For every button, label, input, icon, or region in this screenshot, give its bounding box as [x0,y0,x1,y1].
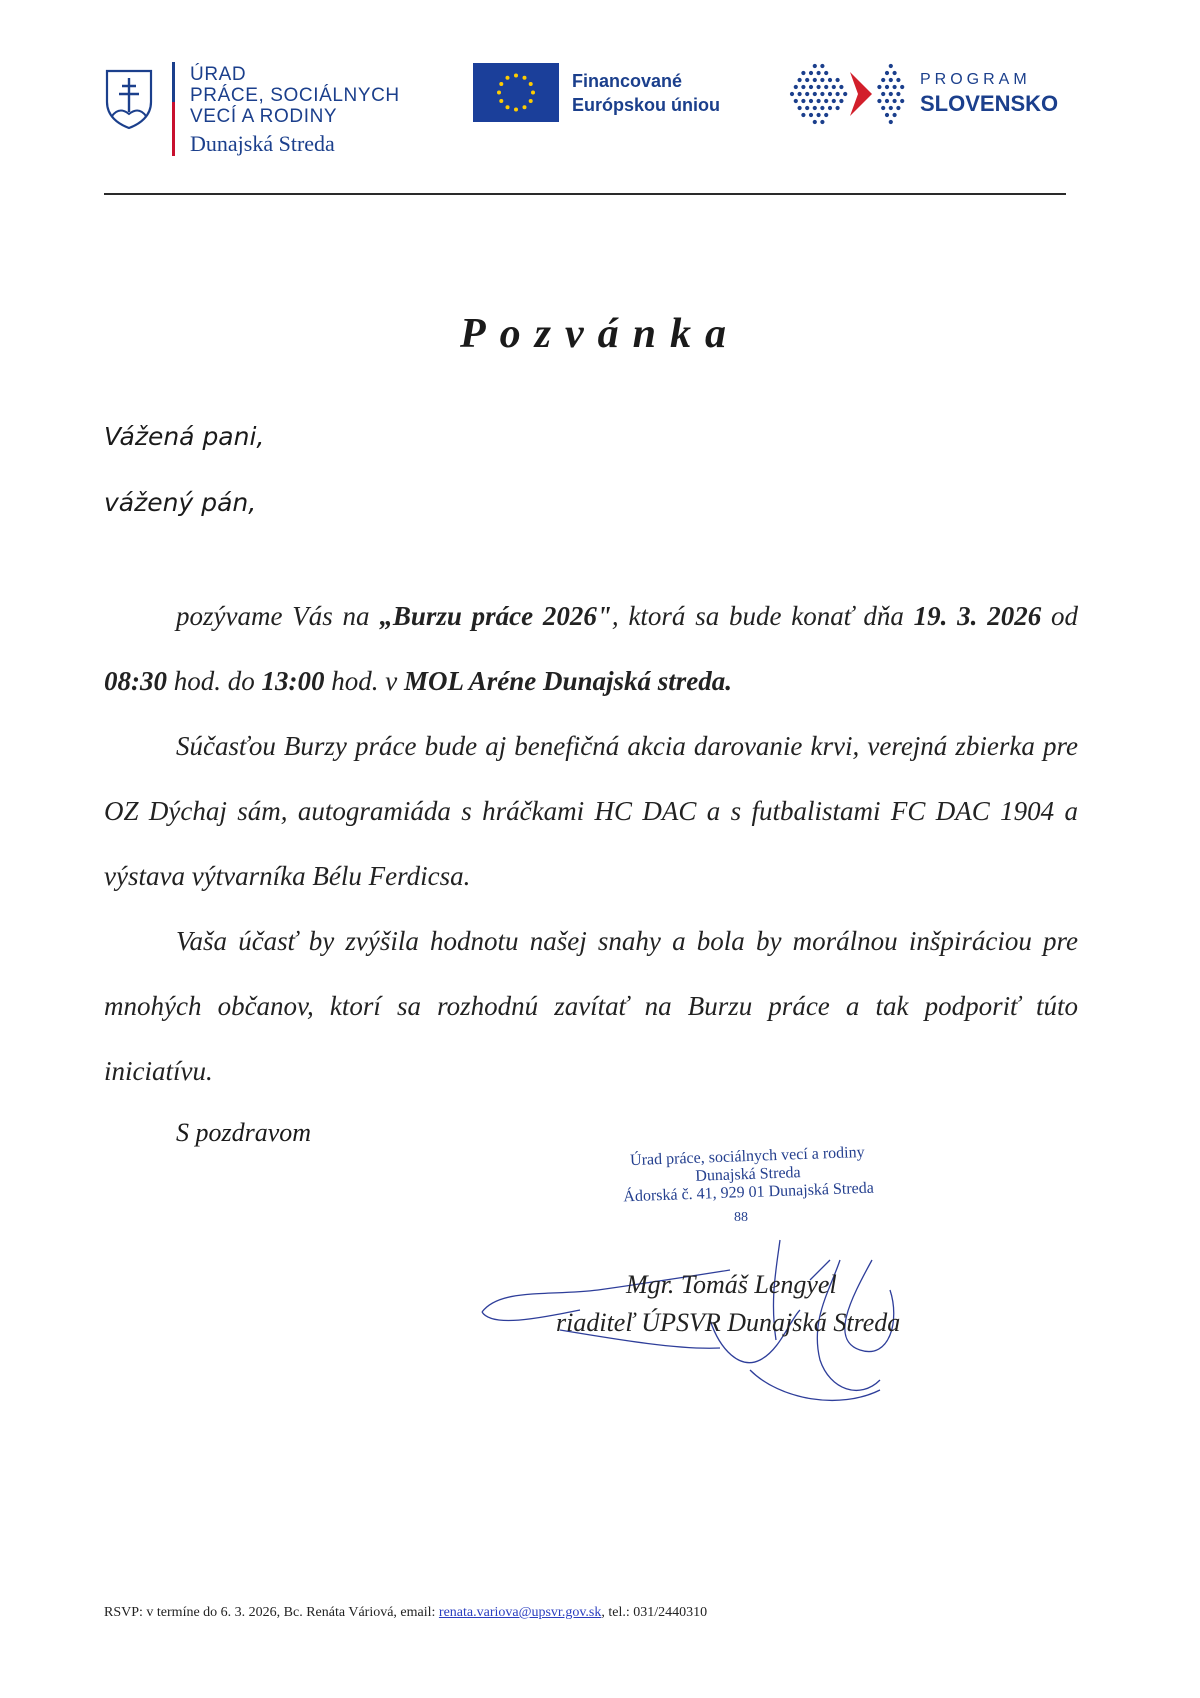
logo-dot [889,64,893,68]
eu-funding-line: Európskou úniou [572,95,720,115]
text-run: hod. do [167,666,262,696]
logo-dot [877,99,881,103]
logo-dot [801,99,805,103]
closing-greeting: S pozdravom [176,1118,312,1147]
logo-dot [820,92,824,96]
logo-dot [813,92,817,96]
logo-dot [893,85,897,89]
office-city: Dunajská Streda [190,131,335,156]
time-to: 13:00 [261,666,325,696]
header-divider-top [172,62,175,102]
signer-role: riaditeľ ÚPSVR Dunajská Streda [556,1308,901,1337]
logo-dot [794,85,798,89]
logo-dot [881,92,885,96]
eu-star-icon [514,74,518,78]
logo-dot [893,71,897,75]
eu-funding-line: Financované [572,71,683,91]
rsvp-footer [104,1605,707,1621]
text-run: hod. v [324,666,404,696]
logo-dot [889,92,893,96]
text-run: , ktorá sa bude konať dňa [611,601,914,631]
logo-dot [805,78,809,82]
logo-dot [824,99,828,103]
signer-block [556,1266,900,1342]
program-label: PROGRAM [920,71,1031,88]
header-rule [104,193,1066,195]
rsvp-phone: , tel.: 031/2440310 [601,1605,708,1620]
logo-dot [801,71,805,75]
logo-dot [809,71,813,75]
logo-dot [805,92,809,96]
stamp-line: Dunajská Streda [695,1164,801,1185]
logo-dot [896,92,900,96]
rsvp-email-link[interactable]: renata.variova@upsvr.gov.sk [438,1605,602,1620]
logo-dot [889,78,893,82]
eu-star-icon [529,99,533,103]
logo-dot [889,106,893,110]
logo-dot [820,106,824,110]
stamp-line: Ádorská č. 41, 929 01 Dunajská Streda [623,1179,875,1206]
logo-dot [820,64,824,68]
eu-star-icon [529,82,533,86]
logo-dot [836,106,840,110]
logo-dot [801,85,805,89]
office-stamp [597,1143,899,1207]
logo-dot [809,85,813,89]
logo-dot [877,85,881,89]
logo-dot [900,85,904,89]
logo-dot [832,85,836,89]
office-name-line: PRÁCE, SOCIÁLNYCH [190,85,400,106]
logo-dot [813,64,817,68]
logo-dot [817,99,821,103]
logo-dot [820,78,824,82]
invitation-paragraph [104,584,1078,714]
office-name-line: ÚRAD [190,64,247,85]
logo-dot [828,78,832,82]
logo-dot [836,78,840,82]
stamp-line: Úrad práce, sociálnych vecí a rodiny [629,1143,865,1170]
time-from: 08:30 [104,666,167,696]
event-date: 19. 3. 2026 [913,601,1042,631]
eu-star-icon [523,76,527,80]
rsvp-text: RSVP: v termíne do 6. 3. 2026, Bc. Renáta Váriová, email: [104,1605,439,1620]
text-run: od [1041,601,1079,631]
logo-dot [805,106,809,110]
page-title: Pozvánka [460,311,740,357]
logo-dot [896,106,900,110]
logo-dot [881,106,885,110]
logo-dot [839,85,843,89]
program-name: SLOVENSKO [920,91,1059,116]
logo-dot [820,120,824,124]
eu-star-icon [506,76,510,80]
stamp-number: 88 [734,1210,748,1225]
eu-star-icon [499,99,503,103]
logo-dot [794,99,798,103]
slovak-coat-of-arms-icon [104,68,154,130]
logo-dot [893,113,897,117]
logo-dot [828,92,832,96]
logo-dot [843,92,847,96]
event-venue: MOL Aréne Dunajská streda. [403,666,733,696]
signer-name: Mgr. Tomáš Lengyel [626,1270,837,1299]
logo-dot [809,113,813,117]
office-name-line: VECÍ A RODINY [190,106,338,127]
logo-dot [885,71,889,75]
logo-dot [893,99,897,103]
eu-funding-text [572,69,720,117]
motivation-text: Vaša účasť by zvýšila hodnotu našej snahy a bola by morálnou inšpiráciou pre mnohých občanov, ktorí sa rozhodnú zavítať na Burzu práce a tak podporiť túto iniciatívu. [104,926,1078,1086]
logo-dot [809,99,813,103]
eu-star-icon [499,82,503,86]
program-text: Súčasťou Burzy práce bude aj benefičná akcia darovanie krvi, verejná zbierka pre OZ Dýchaj sám, autogramiáda s hráčkami HC DAC a s futbalistami FC DAC 1904 a výstava výtvarníka Bélu Ferdicsa. [104,731,1078,891]
logo-dot [790,92,794,96]
event-name: „Burzu práce 2026" [379,601,612,631]
logo-dot [889,120,893,124]
text-run: pozývame Vás na [176,601,380,631]
eu-flag-icon [473,63,559,122]
logo-dot [817,113,821,117]
logo-dot [836,92,840,96]
eu-star-icon [506,105,510,109]
logo-dot [885,113,889,117]
logo-dot [881,78,885,82]
logo-dot [832,99,836,103]
program-paragraph [104,714,1078,909]
logo-dot [824,85,828,89]
logo-dot [896,78,900,82]
logo-dot [824,71,828,75]
logo-dot [817,85,821,89]
logo-dot [824,113,828,117]
logo-dot [813,106,817,110]
salutation-line: Vážená pani, [104,422,265,451]
eu-star-icon [523,105,527,109]
logo-dot [828,106,832,110]
eu-star-icon [497,91,501,95]
logo-dot [813,120,817,124]
salutation-line: vážený pán, [104,488,257,517]
logo-dot [900,99,904,103]
logo-dot [801,113,805,117]
eu-star-icon [514,108,518,112]
logo-dot [817,71,821,75]
logo-dot [798,78,802,82]
logo-dot [885,99,889,103]
logo-dot [885,85,889,89]
program-slovensko-logo-icon [788,62,908,126]
logo-dot [839,99,843,103]
logo-dot [798,92,802,96]
office-name [190,64,400,127]
motivation-paragraph [104,909,1078,1104]
logo-dot [798,106,802,110]
eu-star-icon [531,91,535,95]
logo-dot [813,78,817,82]
